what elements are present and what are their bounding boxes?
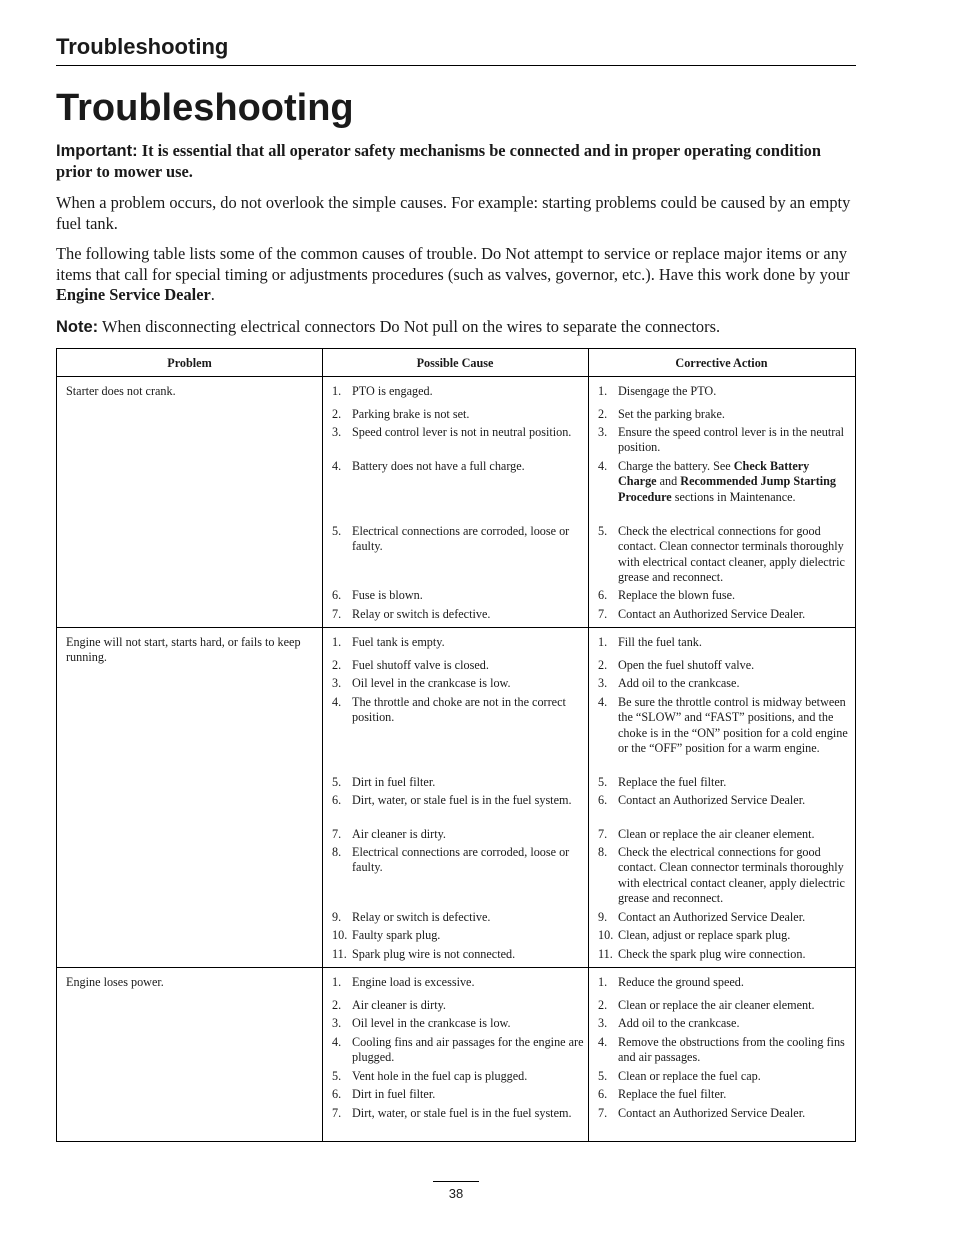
important-text: It is essential that all operator safety mechanisms be connected and in proper operating condition prior to mower use. [56, 141, 821, 181]
problem-cell: Engine will not start, starts hard, or fails to keep running. [66, 635, 301, 665]
row-divider [57, 967, 855, 968]
page-title: Troubleshooting [56, 87, 354, 129]
problem-cell: Starter does not crank. [66, 384, 176, 398]
header-problem: Problem [167, 356, 212, 370]
column-divider [588, 349, 589, 1141]
section-header: Troubleshooting [56, 33, 856, 66]
header-action: Corrective Action [675, 356, 768, 370]
row-divider [57, 627, 855, 628]
engine-service-dealer-bold: Engine Service Dealer [56, 285, 211, 304]
header-cause: Possible Cause [416, 356, 494, 370]
troubleshooting-table: Problem Possible Cause Corrective Action Starter does not crank. 1. PTO is engaged. 2. Parking brake is not set. 3. Speed control lever is not in neutral position. 4. Battery does not have a full charge. 5. Electrical connections are corroded, loose or faulty. 6. Fuse is blown. 7. Relay or switch is defective. 1. Disengage the PTO. 2. Set the parking brake. 3. Ensure the speed control lever is in the neutral position. 4. Charge the battery. See Check Battery Charge and Recommended Jump Starting Procedure sections in Maintenance. 5. Check the electrical connections for good contact. Clean connector terminals thoroughly with electrical contact cleaner, apply dielectric grease and reconnect. 6. Replace the blown fuse. 7. Contact an Authorized Service Dealer. Engine will not start, starts hard, or fails to keep running. 1. Fuel tank is empty. 2. Fuel shutoff valve is closed. 3. Oil level in the crankcase is low. 4. The throttle and choke are not in the correct position. 5. Dirt in fuel filter. 6. Dirt, water, or stale fuel is in the fuel system. 7. Air cleaner is dirty. 8. Electrical connections are corroded, loose or faulty. 9. Relay or switch is defective. 10. Faulty spark plug. 11. Spark plug wire is not connected. 1. Fill the fuel tank. 2. Open the fuel shutoff valve. 3. Add oil to the crankcase. 4. Be sure the throttle control is midway between the “SLOW” and “FAST” positions, and the choke is in the “ON” position for a cold engine or the “OFF” position for a warm engine. 5. Replace the fuel filter. 6. Contact an Authorized Service Dealer. 7. Clean or replace the air cleaner element. 8. Check the electrical connections for good contact. Clean connector terminals thoroughly with electrical contact cleaner, apply dielectric grease and reconnect. 9. Contact an Authorized Service Dealer. 10. Clean, adjust or replace spark plug. 11. Check the spark plug wire connection. Engine loses power. 1. Engine load is excessive. 2. Air cleaner is dirty. 3. Oil level in the crankcase is low. 4. Cooling fins and air passages for the engine are plugged. 5. Vent hole in the fuel cap is plugged. 6. Dirt in fuel filter. 7. Dirt, water, or stale fuel is in the fuel system. 1. Reduce the ground speed. 2. Clean or replace the air cleaner element. 3. Add oil to the crankcase. 4. Remove the obstructions from the cooling fins and air passages. 5. Clean or replace the fuel cap. 6. Replace the fuel filter. 7. Contact an Authorized Service Dealer. [56, 348, 856, 1142]
page-number: 38 [433, 1181, 479, 1201]
table-intro-paragraph [56, 244, 856, 306]
table-intro-text: The following table lists some of the common causes of trouble. Do Not attempt to service or replace major items or any items that call for special timing or adjustments procedures (such as valves, governor, etc.). Have this work done by your [56, 244, 850, 284]
table-intro-end: . [210, 285, 215, 304]
header-divider [57, 376, 855, 377]
important-notice [56, 141, 856, 182]
important-label: Important: [56, 142, 138, 160]
column-divider [322, 349, 323, 1141]
note-text: When disconnecting electrical connectors Do Not pull on the wires to separate the connectors. [101, 317, 721, 336]
note-label: Note: [56, 318, 99, 336]
intro-paragraph: When a problem occurs, do not overlook the simple causes. For example: starting problems could be caused by an empty fuel tank. [56, 193, 851, 233]
problem-cell: Engine loses power. [66, 975, 164, 989]
note-paragraph [56, 317, 856, 338]
